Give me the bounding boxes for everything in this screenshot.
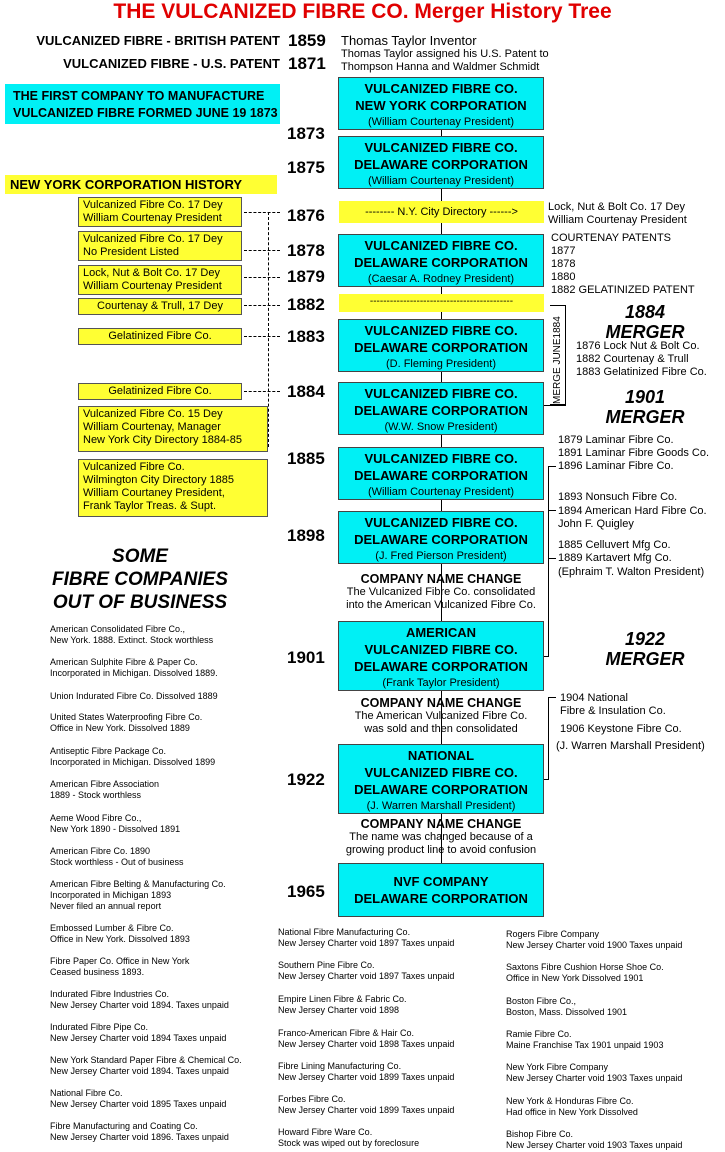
corp-box-delaware-1883 bbox=[338, 319, 544, 372]
ny-box-line: Gelatinized Fibre Co. bbox=[108, 330, 212, 342]
ny-box-1879 bbox=[78, 265, 242, 295]
connector-1879 bbox=[244, 277, 280, 278]
defunct-company-line: New York. 1888. Extinct. Stock worthless bbox=[50, 635, 214, 645]
connector-1878 bbox=[244, 250, 280, 251]
defunct-company-entry bbox=[278, 1061, 454, 1083]
defunct-company-entry bbox=[506, 996, 627, 1018]
defunct-company-line: American Consolidated Fibre Co., bbox=[50, 624, 186, 634]
ny-box-1884-directory bbox=[78, 406, 268, 452]
merge-1884-join bbox=[544, 405, 566, 406]
merger-1922-label bbox=[590, 629, 700, 669]
corp-president: (D. Fleming President) bbox=[385, 358, 497, 370]
defunct-company-line: American Fibre Co. 1890 bbox=[50, 846, 151, 856]
corp-name: NEW YORK CORPORATION bbox=[355, 98, 527, 113]
defunct-company-entry bbox=[50, 1121, 229, 1143]
defunct-company-line: Never filed an annual report bbox=[50, 901, 162, 911]
defunct-company-entry bbox=[50, 1022, 226, 1044]
defunct-company-entry bbox=[50, 923, 190, 945]
corp-name: DELAWARE CORPORATION bbox=[354, 532, 528, 547]
defunct-company-line: Antiseptic Fibre Package Co. bbox=[50, 746, 167, 756]
name-change-1901 bbox=[316, 573, 566, 612]
merger-year: 1922 bbox=[624, 629, 666, 649]
defunct-company-line: American Sulphite Fibre & Paper Co. bbox=[50, 657, 198, 667]
defunct-company-line: Howard Fibre Ware Co. bbox=[278, 1127, 373, 1137]
defunct-company-line: Fibre Manufacturing and Coating Co. bbox=[50, 1121, 198, 1131]
year-1876: 1876 bbox=[287, 206, 325, 225]
defunct-company-entry bbox=[50, 813, 180, 835]
defunct-company-line: Office in New York. Dissolved 1889 bbox=[50, 723, 190, 733]
name-change-text: into the American Vulcanized Fibre Co. bbox=[346, 599, 536, 611]
corp-name: VULCANIZED FIBRE CO. bbox=[364, 642, 518, 657]
page-title: THE VULCANIZED FIBRE CO. Merger History Tree bbox=[113, 0, 612, 23]
ny-box-line: Vulcanized Fibre Co. 17 Dey bbox=[83, 199, 223, 211]
year-1922: 1922 bbox=[287, 770, 325, 789]
defunct-company-entry bbox=[50, 691, 218, 702]
defunct-company-line: Boston, Mass. Dissolved 1901 bbox=[506, 1007, 628, 1017]
merger-1901-item: (Ephraim T. Walton President) bbox=[558, 566, 705, 578]
corp-name: DELAWARE CORPORATION bbox=[354, 340, 528, 355]
first-company-line-2: VULCANIZED FIBRE FORMED JUNE 19 1873 bbox=[13, 106, 278, 120]
ny-directory-note-1: Lock, Nut & Bolt Co. 17 Dey bbox=[548, 201, 685, 213]
name-change-heading: COMPANY NAME CHANGE bbox=[360, 817, 522, 831]
year-1859: 1859 bbox=[288, 31, 326, 50]
defunct-company-line: Bishop Fibre Co. bbox=[506, 1129, 574, 1139]
out-of-business-title bbox=[20, 545, 260, 614]
name-change-text: The Vulcanized Fibre Co. consolidated bbox=[346, 586, 536, 598]
courtenay-patent-1880: 1880 bbox=[551, 271, 576, 283]
ny-box-line: Gelatinized Fibre Co. bbox=[108, 385, 212, 397]
out-of-business-line: SOME bbox=[112, 546, 168, 567]
merger-1901-item: 1889 Kartavert Mfg Co. bbox=[558, 552, 672, 564]
corp-box-delaware-1884 bbox=[338, 382, 544, 435]
ny-box-1884 bbox=[78, 383, 242, 400]
year-1873: 1873 bbox=[287, 124, 325, 143]
defunct-company-line: New Jersey Charter void 1900 Taxes unpaid bbox=[506, 940, 683, 950]
ny-box-line: Lock, Nut & Bolt Co. 17 Dey bbox=[83, 267, 220, 279]
defunct-company-line: Maine Franchise Tax 1901 unpaid 1903 bbox=[506, 1040, 664, 1050]
defunct-company-line: Office in New York Dissolved 1901 bbox=[506, 973, 644, 983]
defunct-company-line: Rogers Fibre Company bbox=[506, 929, 600, 939]
corp-name: DELAWARE CORPORATION bbox=[354, 782, 528, 797]
defunct-company-entry bbox=[506, 962, 664, 984]
name-change-heading: COMPANY NAME CHANGE bbox=[360, 572, 522, 586]
year-1885: 1885 bbox=[287, 449, 325, 468]
merger-1901-item: 1894 American Hard Fibre Co. bbox=[558, 505, 707, 517]
defunct-company-line: New Jersey Charter void 1898 Taxes unpaid bbox=[278, 1039, 455, 1049]
merger-1922-item: Fibre & Insulation Co. bbox=[560, 705, 666, 717]
defunct-company-line: Franco-American Fibre & Hair Co. bbox=[278, 1028, 415, 1038]
year-1879: 1879 bbox=[287, 267, 325, 286]
merger-year: 1901 bbox=[624, 387, 666, 407]
corp-box-delaware-1878 bbox=[338, 234, 544, 287]
defunct-company-line: Fibre Lining Manufacturing Co. bbox=[278, 1061, 402, 1071]
year-1871: 1871 bbox=[288, 54, 326, 73]
corp-name: VULCANIZED FIBRE CO. bbox=[364, 140, 518, 155]
year-1878: 1878 bbox=[287, 241, 325, 260]
name-change-1965 bbox=[316, 818, 566, 857]
defunct-company-entry bbox=[506, 1062, 682, 1084]
corp-name: DELAWARE CORPORATION bbox=[354, 403, 528, 418]
corp-box-delaware-1875 bbox=[338, 136, 544, 189]
ny-box-line: Frank Taylor Treas. & Supt. bbox=[83, 500, 217, 512]
corp-president: (Frank Taylor President) bbox=[382, 677, 500, 689]
corp-president: (W.W. Snow President) bbox=[384, 421, 498, 433]
defunct-company-line: New Jersey Charter void 1894 Taxes unpaid bbox=[50, 1033, 227, 1043]
defunct-company-line: American Fibre Association bbox=[50, 779, 160, 789]
defunct-company-entry bbox=[278, 994, 407, 1016]
defunct-company-line: New Jersey Charter void 1898 bbox=[278, 1005, 400, 1015]
year-1882: 1882 bbox=[287, 295, 325, 314]
ny-history-label: NEW YORK CORPORATION HISTORY bbox=[5, 175, 277, 194]
defunct-company-line: Stock was wiped out by foreclosure bbox=[278, 1138, 420, 1148]
defunct-company-line: Had office in New York Dissolved bbox=[506, 1107, 638, 1117]
merger-1901-tick bbox=[548, 510, 556, 511]
corp-president: (Caesar A. Rodney President) bbox=[367, 273, 515, 285]
defunct-company-line: Empire Linen Fibre & Fabric Co. bbox=[278, 994, 407, 1004]
defunct-company-line: New Jersey Charter void 1903 Taxes unpaid bbox=[506, 1073, 683, 1083]
defunct-company-line: Aeme Wood Fibre Co., bbox=[50, 813, 142, 823]
defunct-company-line: Indurated Fibre Industries Co. bbox=[50, 989, 170, 999]
defunct-company-entry bbox=[278, 927, 454, 949]
defunct-company-line: Ramie Fibre Co. bbox=[506, 1029, 572, 1039]
corp-name: DELAWARE CORPORATION bbox=[354, 659, 528, 674]
defunct-company-line: New York Fibre Company bbox=[506, 1062, 609, 1072]
ny-box-line: William Courtaney President, bbox=[83, 487, 225, 499]
connector-1876 bbox=[244, 212, 280, 213]
corp-name: DELAWARE CORPORATION bbox=[354, 891, 528, 906]
defunct-company-entry bbox=[50, 712, 202, 734]
defunct-company-line: Stock worthless - Out of business bbox=[50, 857, 184, 867]
corp-box-delaware-1885 bbox=[338, 447, 544, 500]
first-company-box bbox=[5, 84, 280, 124]
defunct-company-line: 1889 - Stock worthless bbox=[50, 790, 142, 800]
year-1901: 1901 bbox=[287, 648, 325, 667]
courtenay-patent-1882: 1882 GELATINIZED PATENT bbox=[551, 284, 695, 296]
connector-1884 bbox=[244, 391, 280, 392]
ny-box-line: William Courtenay, Manager bbox=[83, 421, 221, 433]
merger-1901-tick bbox=[548, 558, 556, 559]
name-change-text: The name was changed because of a bbox=[349, 831, 533, 843]
defunct-company-line: New Jersey Charter void 1897 Taxes unpaid bbox=[278, 938, 455, 948]
corp-box-ny bbox=[338, 77, 544, 130]
ny-box-line: William Courtenay President bbox=[83, 212, 222, 224]
defunct-company-line: Incorporated in Michigan 1893 bbox=[50, 890, 172, 900]
name-change-text: growing product line to avoid confusion bbox=[345, 844, 537, 856]
year-1965: 1965 bbox=[287, 882, 325, 901]
corp-name: VULCANIZED FIBRE CO. bbox=[364, 451, 518, 466]
corp-name: DELAWARE CORPORATION bbox=[354, 157, 528, 172]
defunct-company-line: New York 1890 - Dissolved 1891 bbox=[50, 824, 181, 834]
defunct-company-line: New York Standard Paper Fibre & Chemical Co. bbox=[50, 1055, 242, 1065]
defunct-company-entry bbox=[50, 657, 218, 679]
merge-june-1884-label: MERGE JUNE1884 bbox=[552, 316, 563, 404]
merger-word: MERGER bbox=[605, 407, 685, 427]
ny-box-1885-wilmington bbox=[78, 459, 268, 517]
merger-1901-item: John F. Quigley bbox=[558, 518, 634, 530]
corp-name: VULCANIZED FIBRE CO. bbox=[364, 515, 518, 530]
name-change-text: was sold and then consolidated bbox=[364, 723, 518, 735]
corp-name: NVF COMPANY bbox=[393, 874, 489, 889]
defunct-company-line: Fibre Paper Co. Office in New York bbox=[50, 956, 190, 966]
connector-1883 bbox=[244, 336, 280, 337]
corp-name: VULCANIZED FIBRE CO. bbox=[364, 323, 518, 338]
corp-box-national-1922 bbox=[338, 744, 544, 814]
corp-name: AMERICAN bbox=[405, 625, 477, 640]
corp-name: VULCANIZED FIBRE CO. bbox=[364, 238, 518, 253]
corp-name: DELAWARE CORPORATION bbox=[354, 468, 528, 483]
defunct-company-line: New Jersey Charter void 1899 Taxes unpaid bbox=[278, 1072, 455, 1082]
name-change-heading: COMPANY NAME CHANGE bbox=[360, 696, 522, 710]
out-of-business-line: FIBRE COMPANIES bbox=[52, 569, 228, 590]
defunct-company-entry bbox=[50, 779, 159, 801]
defunct-company-entry bbox=[506, 1129, 682, 1151]
merger-1901-item: 1896 Laminar Fibre Co. bbox=[558, 460, 674, 472]
defunct-company-entry bbox=[506, 1096, 638, 1118]
out-of-business-line: OUT OF BUSINESS bbox=[52, 592, 228, 613]
defunct-company-entry bbox=[278, 1094, 454, 1116]
corp-name: VULCANIZED FIBRE CO. bbox=[364, 81, 518, 96]
corp-president: (J. Fred Pierson President) bbox=[375, 550, 507, 562]
us-patent-label: VULCANIZED FIBRE - U.S. PATENT bbox=[63, 56, 280, 71]
defunct-company-line: Union Indurated Fibre Co. Dissolved 1889 bbox=[50, 691, 218, 701]
british-patent-note: Thomas Taylor Inventor bbox=[341, 33, 477, 48]
merger-1884-item: 1882 Courtenay & Trull bbox=[576, 353, 689, 365]
courtenay-patent-1878: 1878 bbox=[551, 258, 576, 270]
corp-president: (William Courtenay President) bbox=[367, 116, 515, 128]
defunct-company-entry bbox=[278, 1127, 419, 1149]
defunct-company-line: New York & Honduras Fibre Co. bbox=[506, 1096, 634, 1106]
defunct-company-entry bbox=[506, 1029, 663, 1051]
corp-box-nvf-1965 bbox=[338, 863, 544, 917]
ny-directory-note-2: William Courtenay President bbox=[548, 214, 687, 226]
corp-name: VULCANIZED FIBRE CO. bbox=[364, 765, 518, 780]
merger-1901-join bbox=[544, 656, 549, 657]
merger-word: MERGER bbox=[605, 322, 685, 342]
year-1884: 1884 bbox=[287, 382, 325, 401]
defunct-company-entry bbox=[506, 929, 682, 951]
defunct-company-entry bbox=[278, 960, 454, 982]
defunct-company-entry bbox=[50, 956, 189, 978]
defunct-company-entry bbox=[50, 746, 215, 768]
name-change-text: The American Vulcanized Fibre Co. bbox=[354, 710, 528, 722]
defunct-company-line: United States Waterproofing Fibre Co. bbox=[50, 712, 203, 722]
corp-box-american-1901 bbox=[338, 621, 544, 691]
ny-box-1882 bbox=[78, 298, 242, 315]
ny-box-line: Vulcanized Fibre Co. 15 Dey bbox=[83, 408, 223, 420]
merger-1922-join bbox=[544, 779, 549, 780]
merger-1901-item: 1893 Nonsuch Fibre Co. bbox=[558, 491, 678, 503]
us-patent-note-2: Thompson Hanna and Waldmer Schmidt bbox=[341, 61, 540, 73]
ny-box-line: No President Listed bbox=[83, 246, 179, 258]
merger-1901-label bbox=[590, 387, 700, 427]
ny-box-1883 bbox=[78, 328, 242, 345]
name-change-1922 bbox=[316, 697, 566, 736]
first-company-line-1: THE FIRST COMPANY TO MANUFACTURE bbox=[13, 89, 265, 103]
courtenay-patents-heading: COURTENAY PATENTS bbox=[551, 232, 672, 244]
ny-box-1876 bbox=[78, 197, 242, 227]
defunct-company-line: New Jersey Charter void 1897 Taxes unpaid bbox=[278, 971, 455, 981]
merger-1884-item: 1883 Gelatinized Fibre Co. bbox=[576, 366, 707, 378]
connector-1882 bbox=[244, 305, 280, 306]
corp-president: (William Courtenay President) bbox=[367, 486, 515, 498]
defunct-company-line: Embossed Lumber & Fibre Co. bbox=[50, 923, 174, 933]
year-1875: 1875 bbox=[287, 158, 325, 177]
ny-box-line: Wilmington City Directory 1885 bbox=[83, 474, 234, 486]
defunct-company-line: American Fibre Belting & Manufacturing Co. bbox=[50, 879, 226, 889]
defunct-company-entry bbox=[50, 879, 226, 912]
defunct-company-entry bbox=[278, 1028, 454, 1050]
defunct-company-entry bbox=[50, 1088, 226, 1110]
courtenay-patent-1877: 1877 bbox=[551, 245, 576, 257]
merger-word: MERGER bbox=[605, 649, 685, 669]
merger-1922-item: (J. Warren Marshall President) bbox=[556, 740, 705, 752]
corp-president: (William Courtenay President) bbox=[367, 175, 515, 187]
merger-1884-label bbox=[590, 302, 700, 342]
defunct-company-line: New Jersey Charter void 1899 Taxes unpaid bbox=[278, 1105, 455, 1115]
defunct-company-line: New Jersey Charter void 1894. Taxes unpaid bbox=[50, 1066, 229, 1076]
defunct-company-line: Incorporated in Michigan. Dissolved 1899 bbox=[50, 757, 216, 767]
bar-1882: ------------------------------------------- bbox=[339, 294, 544, 312]
ny-box-line: Courtenay & Trull, 17 Dey bbox=[97, 300, 223, 312]
year-1898: 1898 bbox=[287, 526, 325, 545]
ny-box-line: New York City Directory 1884-85 bbox=[83, 434, 242, 446]
merger-1922-item: 1904 National bbox=[560, 692, 628, 704]
ny-box-line: Vulcanized Fibre Co. bbox=[83, 461, 185, 473]
defunct-company-line: Indurated Fibre Pipe Co. bbox=[50, 1022, 149, 1032]
defunct-company-line: Incorporated in Michigan. Dissolved 1889. bbox=[50, 668, 218, 678]
defunct-company-entry bbox=[50, 989, 229, 1011]
ny-dashed-spine bbox=[268, 212, 269, 447]
merger-1901-bracket bbox=[548, 466, 549, 656]
merger-1884-item: 1876 Lock Nut & Bolt Co. bbox=[576, 340, 700, 352]
defunct-company-line: National Fibre Manufacturing Co. bbox=[278, 927, 411, 937]
ny-directory-bar: -------- N.Y. City Directory ------> bbox=[339, 201, 544, 223]
defunct-company-line: Southern Pine Fibre Co. bbox=[278, 960, 375, 970]
defunct-company-entry bbox=[50, 624, 213, 646]
defunct-company-line: Ceased business 1893. bbox=[50, 967, 145, 977]
merger-1901-item: 1891 Laminar Fibre Goods Co. bbox=[558, 447, 710, 459]
defunct-company-entry bbox=[50, 1055, 242, 1077]
corp-president: (J. Warren Marshall President) bbox=[366, 800, 516, 812]
ny-box-line: Vulcanized Fibre Co. 17 Dey bbox=[83, 233, 223, 245]
defunct-company-line: New Jersey Charter void 1894. Taxes unpaid bbox=[50, 1000, 229, 1010]
ny-box-line: William Courtenay President bbox=[83, 280, 222, 292]
defunct-company-line: Office in New York. Dissolved 1893 bbox=[50, 934, 190, 944]
corp-name: NATIONAL bbox=[407, 748, 475, 763]
merger-1901-tick bbox=[548, 466, 556, 467]
defunct-company-line: National Fibre Co. bbox=[50, 1088, 123, 1098]
corp-box-delaware-1898 bbox=[338, 511, 544, 564]
defunct-company-line: Saxtons Fibre Cushion Horse Shoe Co. bbox=[506, 962, 664, 972]
defunct-company-line: New Jersey Charter void 1896. Taxes unpaid bbox=[50, 1132, 229, 1142]
merger-1901-item: 1879 Laminar Fibre Co. bbox=[558, 434, 674, 446]
defunct-company-line: New Jersey Charter void 1903 Taxes unpaid bbox=[506, 1140, 683, 1150]
merger-1922-item: 1906 Keystone Fibre Co. bbox=[560, 723, 682, 735]
corp-name: DELAWARE CORPORATION bbox=[354, 255, 528, 270]
merger-year: 1884 bbox=[624, 302, 666, 322]
year-1883: 1883 bbox=[287, 327, 325, 346]
ny-box-1878 bbox=[78, 231, 242, 261]
merger-1901-item: 1885 Celluvert Mfg Co. bbox=[558, 539, 671, 551]
corp-name: VULCANIZED FIBRE CO. bbox=[364, 386, 518, 401]
defunct-company-line: New Jersey Charter void 1895 Taxes unpaid bbox=[50, 1099, 227, 1109]
british-patent-label: VULCANIZED FIBRE - BRITISH PATENT bbox=[36, 33, 280, 48]
defunct-company-entry bbox=[50, 846, 184, 868]
us-patent-note-1: Thomas Taylor assigned his U.S. Patent to bbox=[341, 48, 549, 60]
defunct-company-line: Forbes Fibre Co. bbox=[278, 1094, 346, 1104]
defunct-company-line: Boston Fibre Co., bbox=[506, 996, 577, 1006]
